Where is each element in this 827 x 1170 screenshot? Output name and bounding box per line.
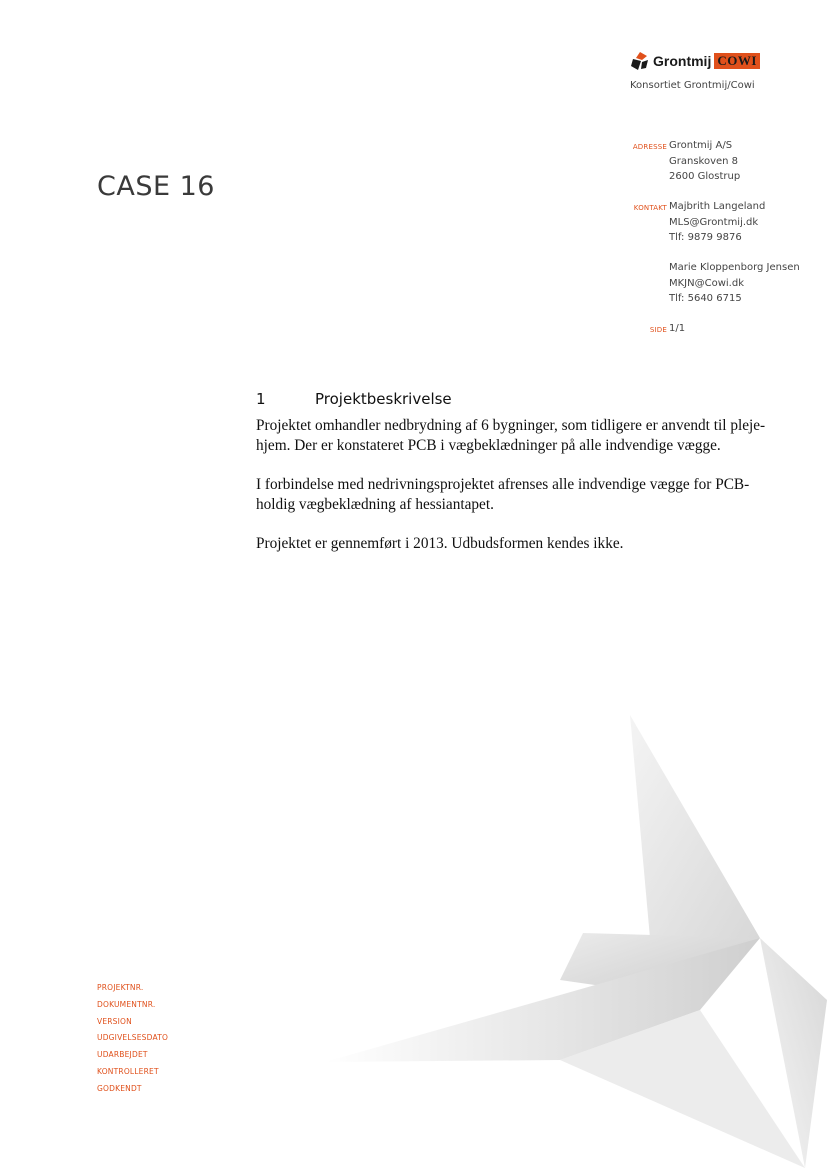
godkendt-label: GODKENDT [97, 1083, 142, 1093]
adresse-block [669, 138, 740, 185]
case-title: CASE 16 [97, 171, 215, 202]
grontmij-logo-icon [630, 51, 650, 71]
adresse-line: Granskoven 8 [669, 155, 739, 167]
kontakt-block-1 [669, 199, 765, 246]
kontakt-name: Marie Kloppenborg Jensen [669, 262, 800, 273]
dokumentnr-label: DOKUMENTNR. [97, 999, 156, 1009]
side-value: 1/1 [669, 323, 686, 334]
body-paragraph: I forbindelse med nedrivningsprojektet afrenses alle indvendige vægge for PCB-holdig vægbeklædning af hessiantapet. [256, 476, 750, 513]
logo-grontmij-text: Grontmij [653, 53, 712, 69]
document-info-labels [97, 980, 168, 1098]
adresse-line: Grontmij A/S [669, 140, 733, 151]
kontakt-block-2 [669, 260, 800, 307]
projektnr-label: PROJEKTNR. [97, 983, 144, 992]
section-body [256, 416, 776, 573]
body-paragraph: Projektet er gennemført i 2013. Udbudsformen kendes ikke. [256, 535, 624, 552]
kontakt-phone: Tlf: 9879 9876 [669, 232, 742, 243]
adresse-label: ADRESSE [632, 143, 667, 151]
udgivelsesdato-label: UDGIVELSESDATO [97, 1033, 169, 1043]
company-logo [630, 50, 760, 72]
side-label: SIDE [649, 326, 667, 334]
logo-cowi-text: COWI [714, 53, 760, 69]
konsortiet-text: Konsortiet Grontmij/Cowi [630, 80, 755, 91]
body-paragraph: Projektet omhandler nedbrydning af 6 bygninger, som tidligere er anvendt til pleje-hjem. Der er konstateret PCB i vægbeklædninger på alle indvendige vægge. [256, 417, 766, 454]
kontrolleret-label: KONTROLLERET [97, 1066, 159, 1076]
kontakt-phone: Tlf: 5640 6715 [669, 293, 742, 304]
version-label: VERSION [97, 1016, 132, 1026]
kontakt-email: MKJN@Cowi.dk [669, 277, 744, 289]
section-title: Projektbeskrivelse [315, 390, 452, 408]
udarbejdet-label: UDARBEJDET [97, 1050, 148, 1060]
section-number: 1 [256, 390, 266, 408]
kontakt-email: MLS@Grontmij.dk [669, 216, 759, 228]
kontakt-name: Majbrith Langeland [669, 201, 766, 212]
adresse-line: 2600 Glostrup [669, 171, 741, 182]
kontakt-label: KONTAKT [633, 204, 667, 212]
